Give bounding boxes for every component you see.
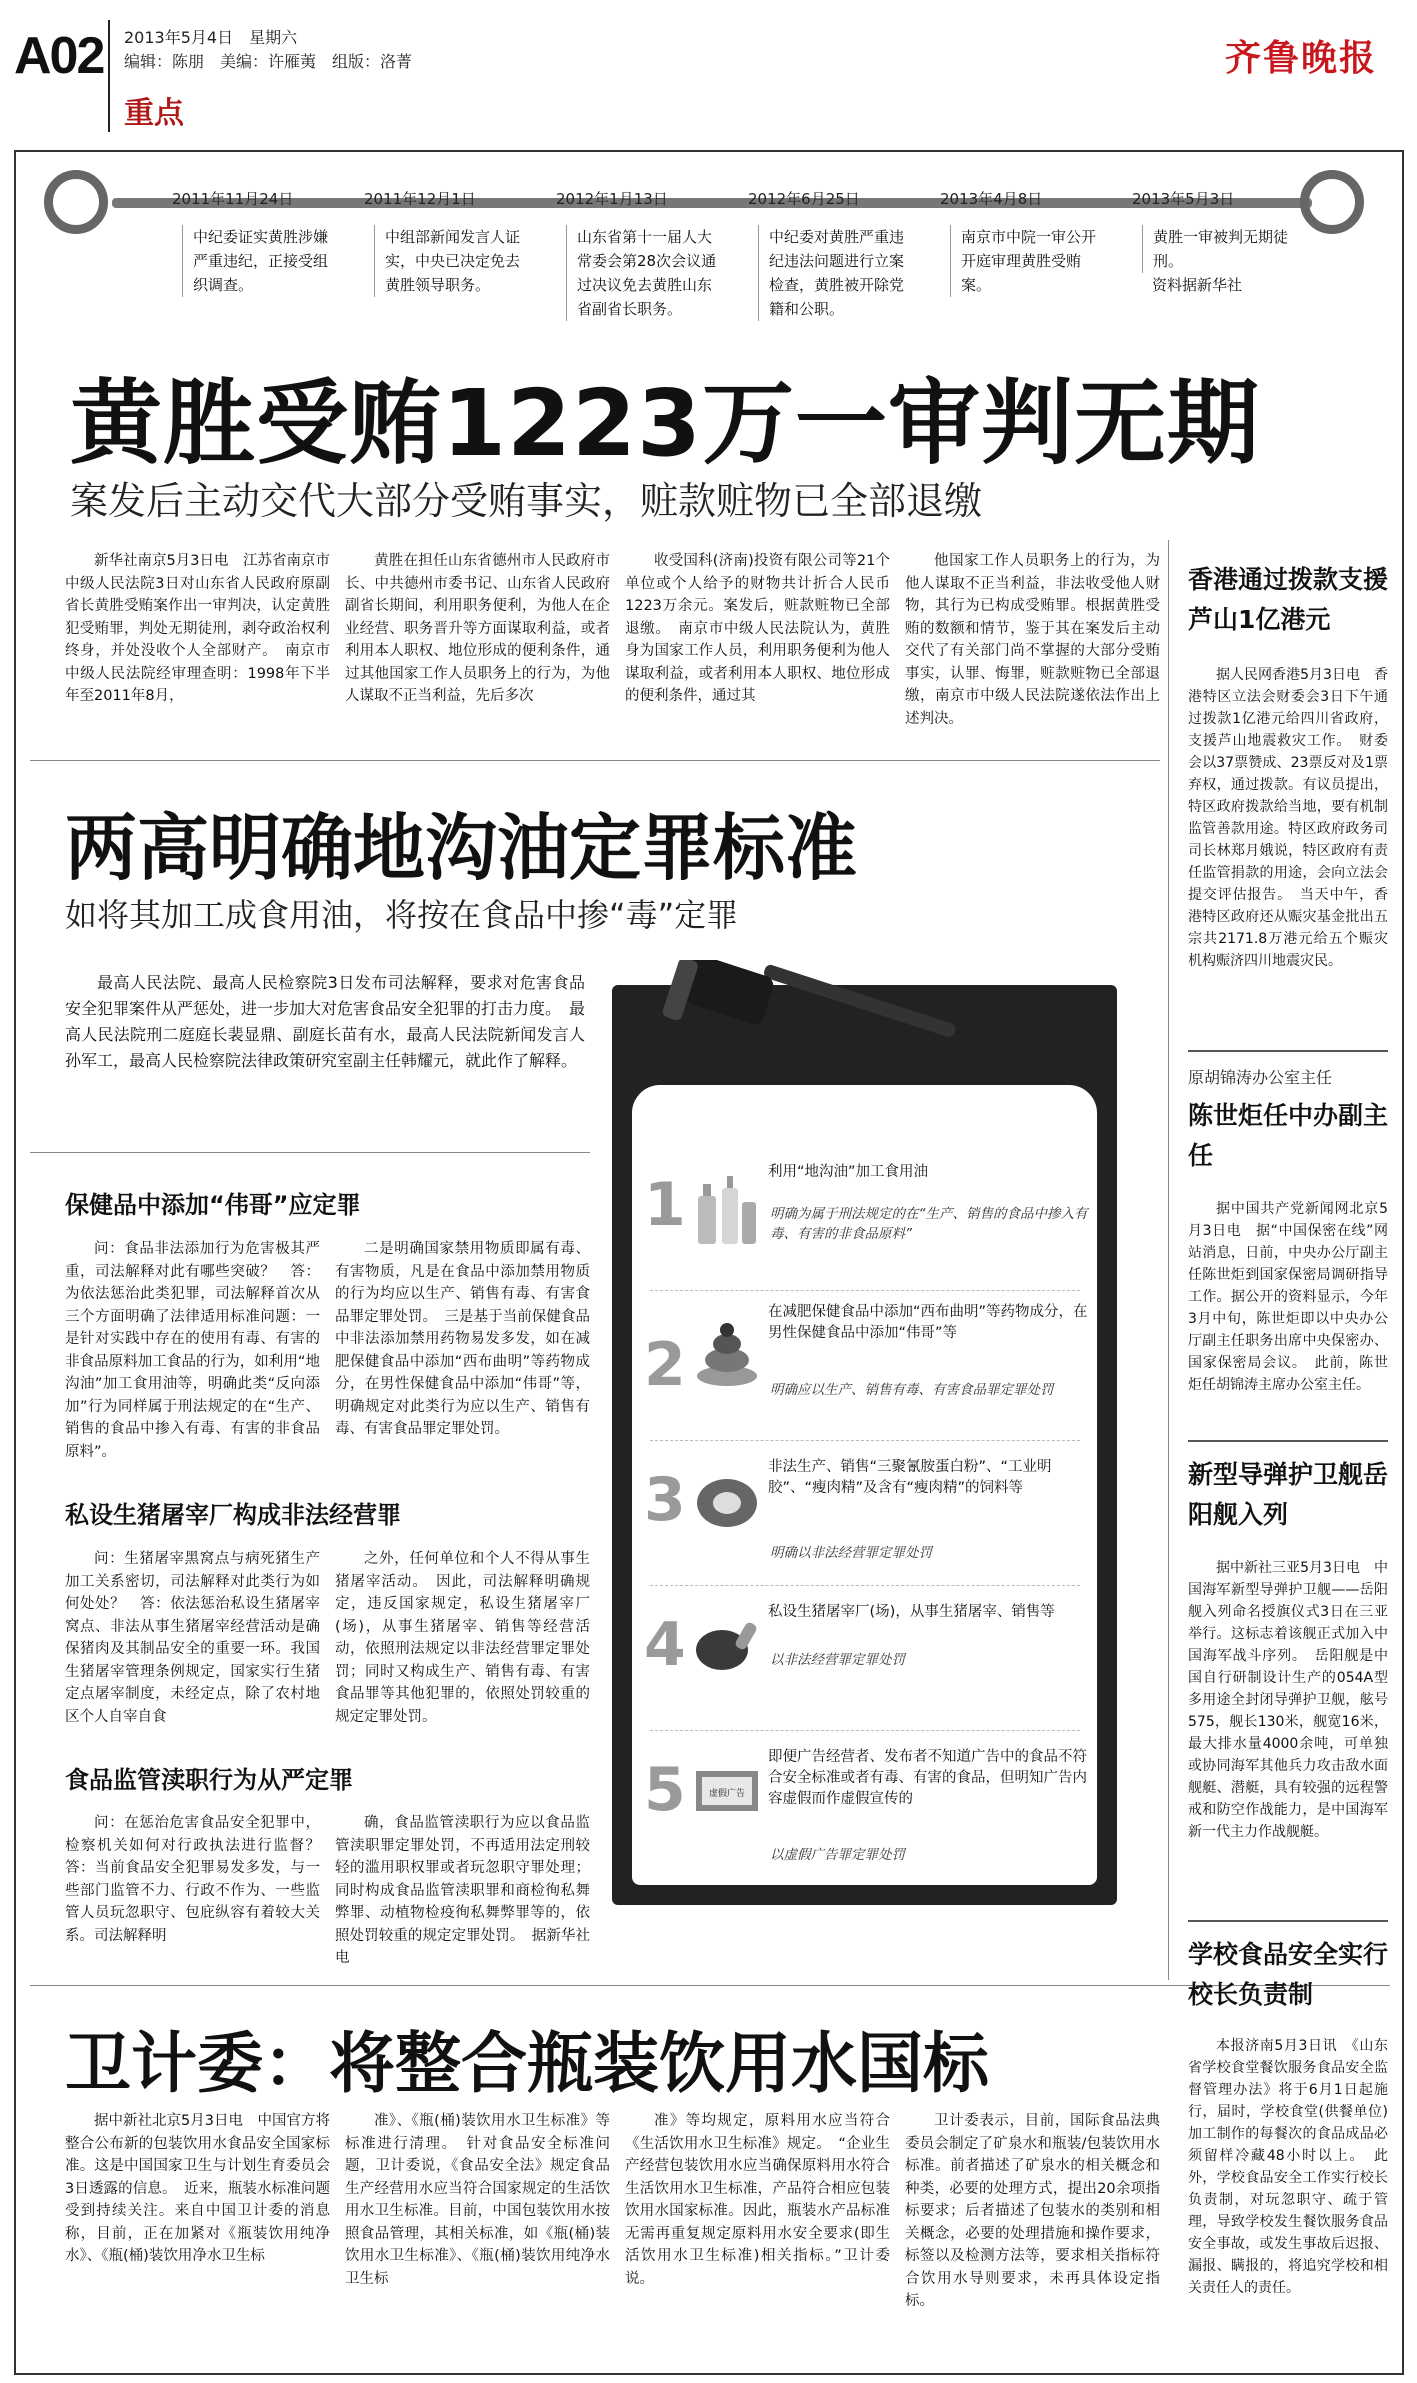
timeline-text: 山东省第十一届人大常委会第28次会议通过决议免去黄胜山东省副省长职务。 <box>566 225 726 321</box>
item-title: 非法生产、销售“三聚氰胺蛋白粉”、“工业明胶”、“瘦肉精”及含有“瘦肉精”的饲料等 <box>768 1459 1052 1496</box>
item-title: 利用“地沟油”加工食用油 <box>768 1164 929 1180</box>
qa-column <box>65 1548 320 1728</box>
header-divider <box>108 20 110 132</box>
section-name: 重点 <box>124 96 184 131</box>
timeline-date: 2012年1月13日 <box>556 190 668 208</box>
timeline-item <box>940 188 1110 297</box>
sidebar-body <box>1188 1198 1388 1396</box>
article-column <box>65 550 330 708</box>
section-divider <box>30 1152 590 1153</box>
sidebar-title: 香港通过拨款支援芦山1亿港元 <box>1188 565 1389 634</box>
timeline-date: 2011年11月24日 <box>172 190 294 208</box>
sidebar-body <box>1188 1557 1388 1843</box>
date-line: 2013年5月4日 星期六 <box>124 28 298 47</box>
infographic-item <box>640 1600 1090 1730</box>
sidebar-body <box>1188 664 1388 972</box>
paragraph: 据中新社北京5月3日电 中国官方将整合公布新的包装饮用水食品安全国家标准。这是中国国家卫生与计划生育委员会3日透露的信息。 近来，瓶装水标准问题受到持续关注。来自中国卫计委的消息称，目前，正在加紧对《瓶装饮用纯净水》、《瓶(桶)装饮用净水卫生标 <box>65 2113 330 2264</box>
sidebar-divider <box>1188 1440 1388 1442</box>
item-description: 以虚假广告罪定罪处罚 <box>770 1847 905 1863</box>
timeline-text: 中纪委对黄胜严重违纪违法问题进行立案检查，黄胜被开除党籍和公职。 <box>758 225 918 321</box>
paragraph: 据中新社三亚5月3日电 中国海军新型导弹护卫舰——岳阳舰入列命名授旗仪式3日在三亚举行。这标志着该舰正式加入中国海军战斗序列。 岳阳舰是中国自行研制设计生产的054A型多用途全封闭导弹护卫舰，舷号575，舰长130米，舰宽16米，最大排水量4000余吨，可单独或协同海军其他兵力攻击敌水面舰艇、潜艇，具有较强的远程警戒和防空作战能力，是中国海军新一代主力作战舰艇。 <box>1188 1560 1388 1840</box>
item-title: 私设生猪屠宰厂(场)，从事生猪屠宰、销售等 <box>768 1604 1055 1620</box>
pills-icon <box>692 1308 762 1388</box>
ham-icon <box>692 1463 762 1543</box>
article-column <box>65 2110 330 2268</box>
sidebar-story <box>1188 1065 1388 1396</box>
paragraph: 问：生猪屠宰黑窝点与病死猪生产加工关系密切，司法解释对此类行为如何处处？ 答：依法惩治私设生猪屠宰窝点、非法从事生猪屠宰经营活动是确保猪肉及其制品安全的重要一环。我国生猪屠宰管理条例规定，国家实行生猪定点屠宰制度，未经定点，除了农村地区个人自宰自食 <box>65 1551 320 1725</box>
item-description: 明确以非法经营罪定罪处罚 <box>770 1545 932 1561</box>
infographic-item <box>640 1160 1090 1290</box>
paragraph: 最高人民法院、最高人民检察院3日发布司法解释，要求对危害食品安全犯罪案件从严惩处，进一步加大对危害食品安全犯罪的打击力度。 最高人民法院刑二庭庭长裴显鼎、副庭长苗有水，最高人民法院新闻发言人孙军工，最高人民检察院法律政策研究室副主任韩耀元，就此作了解释。 <box>65 973 586 1070</box>
sidebar-title: 学校食品安全实行校长负责制 <box>1188 1940 1389 2009</box>
sidebar-story <box>1188 1455 1388 1843</box>
qa-column <box>65 1812 335 1947</box>
article-column <box>345 550 610 708</box>
paragraph: 卫计委表示，目前，国际食品法典委员会制定了矿泉水和瓶装/包装饮用水标准。前者描述了矿泉水的相关概念和种类，必要的处理方式，提出20余项指标要求；后者描述了包装水的类别和相关概念，必要的处理措施和操作要求，标签以及检测方法等，要求相关指标符合饮用水导则要求，未再具体设定指标。 <box>905 2113 1160 2309</box>
page-number: A02 <box>14 27 104 85</box>
paragraph: 新华社南京5月3日电 江苏省南京市中级人民法院3日对山东省人民政府原副省长黄胜受贿案作出一审判决，认定黄胜犯受贿罪，判处无期徒刑，剥夺政治权利终身，并处没收个人全部财产。 南京市中级人民法院经审理查明：1998年下半年至2011年8月， <box>65 553 330 704</box>
item-number: 3 <box>644 1465 686 1535</box>
subhead-gutter-oil: 如将其加工成食用油，将按在食品中掺“毒”定罪 <box>65 896 739 934</box>
sidebar-body <box>1188 2035 1388 2299</box>
item-divider <box>650 1440 1080 1442</box>
item-description: 明确为属于刑法规定的在“生产、销售的食品中掺入有毒、有害的非食品原料” <box>770 1206 1088 1242</box>
item-title: 在减肥保健食品中添加“西布曲明”等药物成分，在男性保健食品中添加“伟哥”等 <box>768 1304 1088 1341</box>
article-column <box>625 550 890 708</box>
paragraph: 准》等均规定，原料用水应当符合《生活饮用水卫生标准》规定。 “企业生产经营包装饮用水应当确保原料用水符合生活饮用水卫生标准，产品符合相应包装饮用水国家标准。因此，瓶装水产品标准无需再重复规定原料用水安全要求(即生活饮用水卫生标准)相关指标。”卫计委说。 <box>625 2113 890 2287</box>
sidebar-story <box>1188 1935 1388 2299</box>
timeline <box>52 170 1372 340</box>
item-number: 2 <box>644 1330 686 1400</box>
item-description: 以非法经营罪定罪处罚 <box>770 1652 905 1668</box>
paragraph: 问：食品非法添加行为危害极其严重，司法解释对此有哪些突破？ 答：为依法惩治此类犯罪，司法解释首次从三个方面明确了法律适用标准问题：一是针对实践中存在的使用有毒、有害的非食品原料加工食品的行为，如利用“地沟油”加工食用油等，明确此类“反向添加”行为同样属于刑法规定的在“生产、销售的食品中掺入有毒、有害的非食品原料”。 <box>65 1241 320 1460</box>
item-title: 即便广告经营者、发布者不知道广告中的食品不符合安全标准或者有毒、有害的食品，但明知广告内容虚假而作虚假宣传的 <box>768 1749 1087 1807</box>
masthead-logo: 齐鲁晚报 <box>1224 37 1377 79</box>
item-divider <box>650 1730 1080 1732</box>
sidebar-title: 陈世炬任中办副主任 <box>1188 1101 1389 1170</box>
paragraph: 准》、《瓶(桶)装饮用水卫生标准》等标准进行清理。 针对食品安全标准问题，卫计委说，《食品安全法》规定食品生产经营用水应当符合国家规定的生活饮用水卫生标准。目前，中国包装饮用水按照食品管理，其相关标准，如《瓶(桶)装饮用水卫生标准》、《瓶(桶)装饮用纯净水卫生标 <box>345 2113 610 2287</box>
section-title: 食品监管渎职行为从严定罪 <box>65 1766 353 1794</box>
headline-gutter-oil: 两高明确地沟油定罪标准 <box>65 806 858 890</box>
infographic-item <box>640 1455 1090 1585</box>
timeline-text: 南京市中院一审公开开庭审理黄胜受贿案。 <box>950 225 1110 297</box>
qa-column <box>335 1812 590 1970</box>
qa-column <box>65 1238 320 1463</box>
sidebar-divider <box>1188 1920 1388 1922</box>
timeline-text: 黄胜一审被判无期徒刑。 <box>1142 225 1302 273</box>
timeline-date: 2013年5月3日 <box>1132 190 1235 208</box>
infographic-item <box>640 1300 1090 1430</box>
staff-line: 编辑：陈朋 美编：许雁荑 组版：洛菁 <box>124 52 413 71</box>
qa-column <box>335 1548 590 1728</box>
headline-bottled-water: 卫计委：将整合瓶装饮用水国标 <box>65 2025 989 2102</box>
infographic-item <box>640 1745 1090 1875</box>
timeline-text: 中纪委证实黄胜涉嫌严重违纪，正接受组织调查。 <box>182 225 342 297</box>
sidebar-title: 新型导弹护卫舰岳阳舰入列 <box>1188 1460 1389 1529</box>
item-divider <box>650 1585 1080 1587</box>
paragraph: 本报济南5月3日讯 《山东省学校食堂餐饮服务食品安全监督管理办法》将于6月1日起施行，届时，学校食堂(供餐单位)加工制作的每餐次的食品成品必须留样冷藏48小时以上。 此外，学校食品安全工作实行校长负责制，对玩忽职守、疏于管理，导致学校发生餐饮服务食品安全事故，或发生事故后迟报、漏报、瞒报的，将追究学校和相关责任人的责任。 <box>1188 2038 1388 2296</box>
article-column <box>905 550 1160 730</box>
timeline-item <box>556 188 726 321</box>
paragraph: 二是明确国家禁用物质即属有毒、有害物质，凡是在食品中添加禁用物质的行为均应以生产、销售有毒、有害食品罪定罪处罚。 三是基于当前保健食品中非法添加禁用药物易发多发，如在减肥保健食品中添加“西布曲明”等药物成分，在男性保健食品中添加“伟哥”等，明确规定对此类行为应以生产、销售有毒、有害食品罪定罪处罚。 <box>335 1241 590 1437</box>
item-divider <box>650 1290 1080 1292</box>
paragraph: 据人民网香港5月3日电 香港特区立法会财委会3日下午通过拨款1亿港元给四川省政府，支援芦山地震救灾工作。 财委会以37票赞成、23票反对及1票弃权，通过拨款。有议员提出，特区政府拨款给当地，要有机制监管善款用途。特区政府政务司司长林郑月娥说，特区政府有责任监管捐款的用途，会向立法会提交评估报告。 当天中午，香港特区政府还从赈灾基金批出五宗共2171.8万港元给五个赈灾机构赈济四川地震灾民。 <box>1188 667 1388 969</box>
paragraph: 据中国共产党新闻网北京5月3日电 据“中国保密在线”网站消息，日前，中央办公厅副主任陈世炬到国家保密局调研指导工作。据公开的资料显示，今年3月中旬，陈世炬即以中央办公厅副主任职务出席中央保密办、国家保密局会议。 此前，陈世炬任胡锦涛主席办公室主任。 <box>1188 1201 1388 1393</box>
ad-label: 虚假广告 <box>708 1789 746 1799</box>
column-divider <box>1168 540 1169 1980</box>
timeline-date: 2012年6月25日 <box>748 190 860 208</box>
paragraph: 他国家工作人员职务上的行为，为他人谋取不正当利益，非法收受他人财物，其行为已构成受贿罪。根据黄胜受贿的数额和情节，鉴于其在案发后主动交代了有关部门尚不掌握的大部分受贿事实，认罪、悔罪，赃款赃物已全部退缴，南京市中级人民法院遂依法作出上述判决。 <box>905 553 1160 727</box>
article-column <box>345 2110 610 2290</box>
handcuff-right-icon <box>1300 170 1364 234</box>
paragraph: 黄胜在担任山东省德州市人民政府市长、中共德州市委书记、山东省人民政府副省长期间，利用职务便利，为他人在企业经营、职务晋升等方面谋取利益，或者利用本人职权、地位形成的便利条件，通过其他国家工作人员职务上的行为，为他人谋取不正当利益，先后多次 <box>345 553 610 704</box>
section-divider <box>30 760 1160 761</box>
handcuff-left-icon <box>44 170 108 234</box>
sidebar-story <box>1188 560 1388 972</box>
timeline-item <box>748 188 918 321</box>
timeline-date: 2011年12月1日 <box>364 190 476 208</box>
timeline-item <box>364 188 534 297</box>
paragraph: 之外，任何单位和个人不得从事生猪屠宰活动。 因此，司法解释明确规定，违反国家规定，私设生猪屠宰厂(场)，从事生猪屠宰、销售等经营活动，依照刑法规定以非法经营罪定罪处罚；同时又构成生产、销售有毒、有害食品罪等其他犯罪的，依照处罚较重的规定定罪处罚。 <box>335 1551 590 1725</box>
item-number: 4 <box>644 1610 686 1680</box>
section-title: 私设生猪屠宰厂构成非法经营罪 <box>65 1501 401 1529</box>
article-column <box>625 2110 890 2290</box>
sidebar-divider <box>1188 1050 1388 1052</box>
timeline-source: 资料据新华社 <box>1152 276 1243 294</box>
timeline-item <box>172 188 342 297</box>
headline-huang-sheng: 黄胜受贿1223万一审判无期 <box>70 370 1261 477</box>
item-number: 5 <box>644 1755 686 1825</box>
section-title: 保健品中添加“伟哥”应定罪 <box>65 1191 361 1219</box>
paragraph: 确，食品监管渎职行为应以食品监管渎职罪定罪处罚，不再适用法定刑较轻的滥用职权罪或者玩忽职守罪处理；同时构成食品监管渎职罪和商检徇私舞弊罪、动植物检疫徇私舞弊罪等的，依照处罚较重的规定定罪处罚。 据新华社电 <box>335 1815 590 1966</box>
gavel-icon <box>640 960 970 1050</box>
timeline-text: 中组部新闻发言人证实，中央已决定免去黄胜领导职务。 <box>374 225 534 297</box>
article-column <box>905 2110 1160 2313</box>
false-ad-icon <box>692 1753 762 1833</box>
timeline-item <box>1132 188 1302 297</box>
item-description: 明确应以生产、销售有毒、有害食品罪定罪处罚 <box>770 1382 1054 1398</box>
item-number: 1 <box>644 1170 686 1240</box>
subhead-huang-sheng: 案发后主动交代大部分受贿事实，赃款赃物已全部退缴 <box>70 479 983 523</box>
timeline-date: 2013年4月8日 <box>940 190 1043 208</box>
sidebar-kicker: 原胡锦涛办公室主任 <box>1188 1068 1333 1087</box>
qa-column <box>335 1238 590 1441</box>
paragraph: 问：在惩治危害食品安全犯罪中，检察机关如何对行政执法进行监督？ 答：当前食品安全犯罪易发多发，与一些部门监管不力、行政不作为、一些监管人员玩忽职守、包庇纵容有着较大关系。司法解释明 <box>65 1815 335 1944</box>
header-meta <box>124 26 412 74</box>
lead-paragraph <box>65 970 585 1074</box>
paragraph: 收受国科(济南)投资有限公司等21个单位或个人给予的财物共计折合人民币1223万余元。案发后，赃款赃物已全部退缴。 南京市中级人民法院认为，黄胜身为国家工作人员，利用职务便利为他人谋取利益，或者利用本人职权、地位形成的便利条件，通过其 <box>625 553 890 704</box>
oil-bottle-icon <box>692 1168 762 1248</box>
pork-leg-icon <box>692 1608 762 1688</box>
section-divider <box>30 1985 1390 1986</box>
